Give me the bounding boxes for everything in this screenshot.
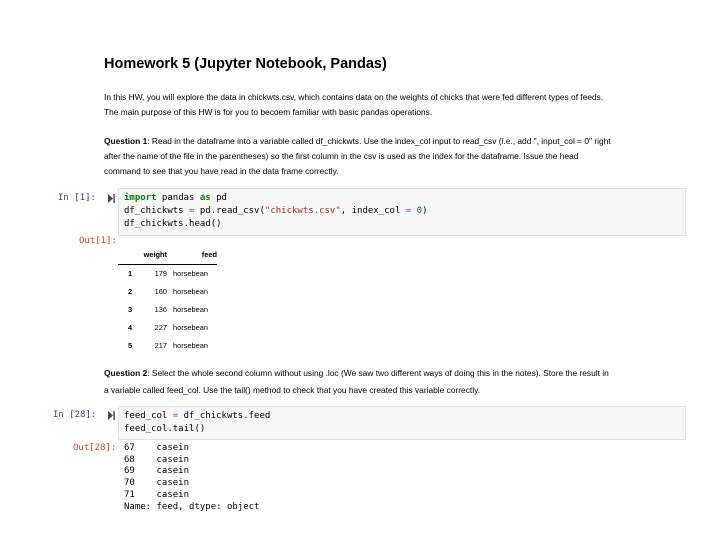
table-index-header bbox=[118, 244, 142, 265]
question-1-label: Question 1 bbox=[104, 136, 148, 146]
row-index: 3 bbox=[127, 304, 133, 314]
question-1-line-2: after the name of the file in the parentheses) so the first column in the csv is used as the index for the dataframe. Issue the head bbox=[104, 151, 579, 161]
code-cell-2-line-2: feed_col.tail() bbox=[124, 424, 206, 434]
row-index: 2 bbox=[127, 287, 133, 297]
notebook-title: Homework 5 (Jupyter Notebook, Pandas) bbox=[104, 56, 387, 72]
cell-weight: 217 bbox=[154, 340, 167, 350]
run-cell-2-icon[interactable] bbox=[108, 411, 115, 420]
column-header-weight: weight bbox=[142, 244, 173, 265]
table-row bbox=[118, 301, 217, 319]
output-line: 69 casein bbox=[124, 466, 190, 477]
intro-line-1: In this HW, you will explore the data in chickwts.csv, which contains data on the weights of chicks that were fed different types of feeds. bbox=[104, 92, 604, 102]
cell-weight: 179 bbox=[154, 269, 167, 279]
intro-paragraph bbox=[104, 90, 704, 120]
table-row bbox=[118, 283, 217, 301]
cell-feed: horsebean bbox=[173, 340, 208, 350]
question-2-paragraph bbox=[104, 365, 704, 399]
question-1-paragraph bbox=[104, 134, 704, 179]
cell-2-output bbox=[124, 443, 259, 513]
output-line: 67 casein bbox=[124, 443, 190, 453]
cell-feed: horsebean bbox=[173, 322, 208, 332]
row-index: 1 bbox=[127, 269, 133, 279]
question-2-line-2: a variable called feed_col. Use the tail() method to check that you have created this variable correctly. bbox=[104, 385, 480, 395]
code-cell-1-line-1: import pandas as pd bbox=[124, 193, 227, 203]
cell-2-in-prompt: In [28]: bbox=[53, 410, 97, 420]
code-cell-2-line-1: feed_col = df_chickwts.feed bbox=[124, 411, 271, 421]
question-1-line-1: : Read in the dataframe into a variable called df_chickwts. Use the index_col input to read_csv (i.e., add ", input_col = 0" right bbox=[147, 136, 611, 146]
question-1-line-3: command to see that you have read in the data frame correctly. bbox=[104, 166, 339, 176]
dataframe-head-table bbox=[118, 244, 217, 354]
question-2-label: Question 2 bbox=[104, 368, 148, 378]
code-cell-1[interactable] bbox=[118, 188, 686, 236]
output-line: 71 casein bbox=[124, 489, 190, 500]
table-row bbox=[118, 318, 217, 336]
row-index: 4 bbox=[127, 322, 133, 332]
cell-2-out-prompt: Out[28]: bbox=[73, 443, 117, 453]
column-header-feed: feed bbox=[173, 244, 217, 265]
cell-weight: 227 bbox=[154, 322, 167, 332]
output-line: 70 casein bbox=[124, 478, 190, 489]
intro-line-2: The main purpose of this HW is for you to becoem familiar with basic pandas operations. bbox=[104, 107, 433, 117]
output-line: 68 casein bbox=[124, 454, 190, 465]
code-cell-1-line-2: df_chickwts = pd.read_csv("chickwts.csv", index_col = 0) bbox=[124, 206, 428, 216]
run-cell-1-icon[interactable] bbox=[108, 194, 115, 203]
cell-1-out-prompt: Out[1]: bbox=[79, 236, 117, 246]
cell-1-in-prompt: In [1]: bbox=[58, 193, 96, 203]
cell-feed: horsebean bbox=[173, 269, 208, 279]
output-line: Name: feed, dtype: object bbox=[124, 501, 260, 512]
question-2-line-1: : Select the whole second column without using .loc (We saw two different ways of doing this in the notes). Store the result in bbox=[147, 368, 609, 378]
code-cell-2[interactable] bbox=[118, 406, 686, 440]
code-cell-1-line-3: df_chickwts.head() bbox=[124, 219, 222, 229]
table-row bbox=[118, 265, 217, 283]
table-row bbox=[118, 336, 217, 354]
table-header-row bbox=[118, 244, 217, 265]
row-index: 5 bbox=[127, 340, 133, 350]
cell-weight: 160 bbox=[154, 287, 167, 297]
cell-feed: horsebean bbox=[173, 304, 208, 314]
cell-feed: horsebean bbox=[173, 287, 208, 297]
cell-weight: 136 bbox=[154, 304, 167, 314]
